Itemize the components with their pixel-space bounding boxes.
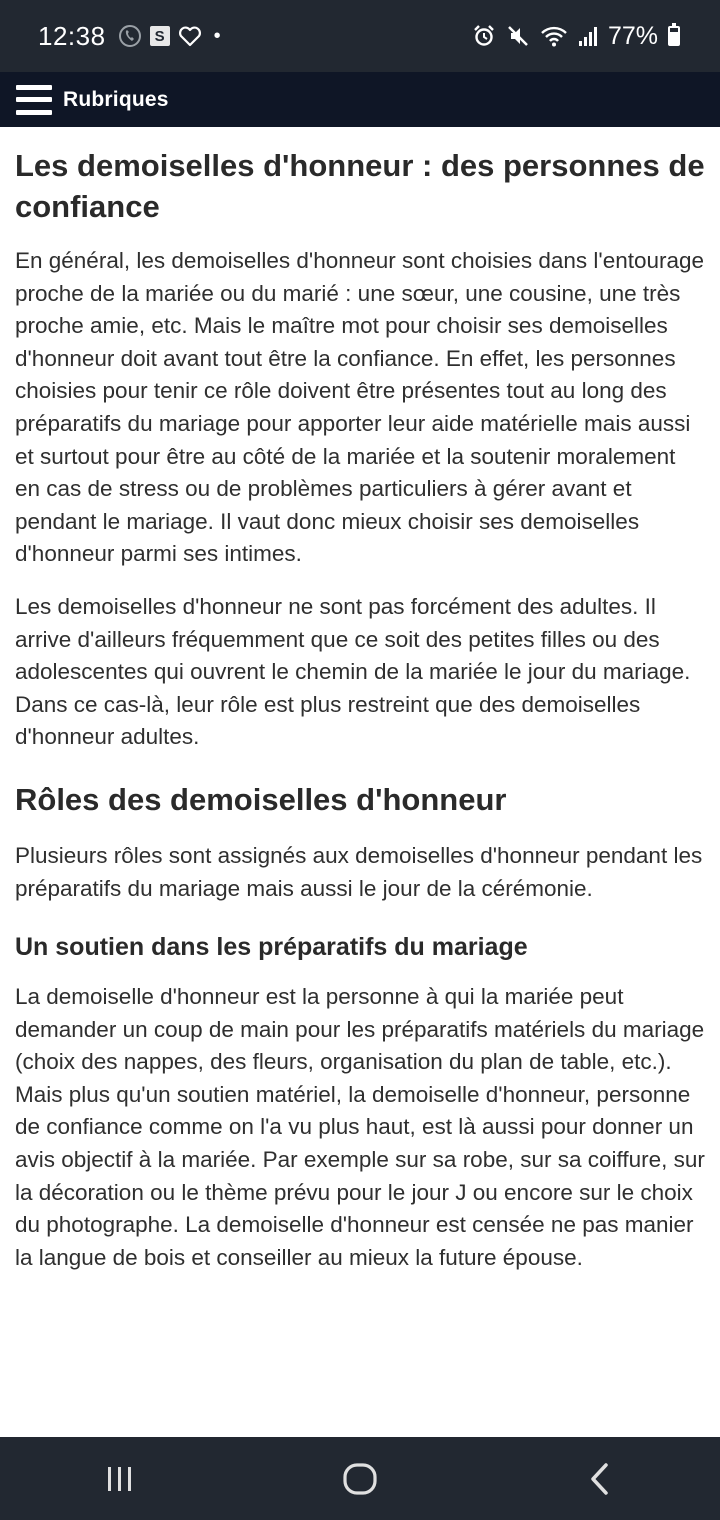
- phone-call-icon: [118, 24, 142, 48]
- alarm-icon: [472, 24, 496, 48]
- wifi-icon: [540, 24, 568, 48]
- notification-icons: [118, 24, 221, 48]
- subsection-title: Un soutien dans les préparatifs du mariage: [15, 933, 528, 962]
- status-bar: [0, 0, 720, 72]
- article-title: Les demoiselles d'honneur : des personnes de confiance: [15, 148, 705, 224]
- mute-icon: [506, 24, 530, 48]
- section-paragraph: Plusieurs rôles sont assignés aux demoiselles d'honneur pendant les préparatifs du mariage mais aussi le jour de la cérémonie.: [15, 842, 703, 901]
- intro-paragraph-1: En général, les demoiselles d'honneur sont choisies dans l'entourage proche de la mariée ou du marié : une sœur, une cousine, une très proche amie, etc. Mais le maître mot pour choisir ses demoiselles d'honneur doit avant tout être la confiance. En effet, les personnes choisies pour tenir ce rôle doivent être présentes tout au long des préparatifs du mariage pour apporter leur aide matérielle mais aussi et surtout pour être au côté de la mariée et la soutenir moralement en cas de stress ou de problèmes particuliers à gérer avant et pendant le mariage. Il vaut donc mieux choisir ses demoiselles d'honneur parmi ses intimes.: [15, 248, 705, 567]
- system-nav-bar: [0, 1437, 720, 1520]
- samsung-s-icon: S: [150, 26, 170, 46]
- status-left: [0, 21, 221, 52]
- status-right: [472, 0, 680, 72]
- battery-percent: 77%: [607, 21, 658, 50]
- heart-icon: [178, 25, 202, 47]
- status-time: 12:38: [38, 20, 106, 51]
- section-title: Rôles des demoiselles d'honneur: [15, 781, 507, 817]
- intro-paragraph-2: Les demoiselles d'honneur ne sont pas forcément des adultes. Il arrive d'ailleurs fréquemment que ce soit des petites filles ou des adolescentes qui ouvrent le chemin de la mariée le jour du mariage. Dans ce cas-là, leur rôle est plus restreint que des demoiselles d'honneur adultes.: [15, 593, 691, 750]
- hamburger-line: [16, 97, 52, 102]
- signal-icon: [578, 25, 598, 47]
- battery-icon: [668, 26, 680, 46]
- home-icon[interactable]: [330, 1449, 390, 1509]
- top-nav-bar: [0, 72, 720, 127]
- recent-apps-icon[interactable]: [90, 1449, 150, 1509]
- back-icon[interactable]: [570, 1449, 630, 1509]
- hamburger-menu-icon[interactable]: [16, 85, 52, 115]
- hamburger-line: [16, 110, 52, 115]
- more-notifications-dot: •: [213, 24, 221, 47]
- hamburger-line: [16, 85, 52, 90]
- subsection-paragraph: La demoiselle d'honneur est la personne à qui la mariée peut demander un coup de main pour les préparatifs matériels du mariage (choix des nappes, des fleurs, organisation du plan de table, etc.). Mais plus qu'un soutien matériel, la demoiselle d'honneur, personne de confiance comme on l'a vu plus haut, est là aussi pour donner un avis objectif à la mariée. Par exemple sur sa robe, sur sa coiffure, sur la décoration ou le thème prévu pour le jour J ou encore sur le choix du photographe. La demoiselle d'honneur est censée ne pas manier la langue de bois et conseiller au mieux la future épouse.: [15, 984, 705, 1270]
- article-content: [15, 145, 705, 1294]
- battery-fill: [670, 32, 678, 44]
- rubriques-menu-label[interactable]: Rubriques: [63, 87, 169, 111]
